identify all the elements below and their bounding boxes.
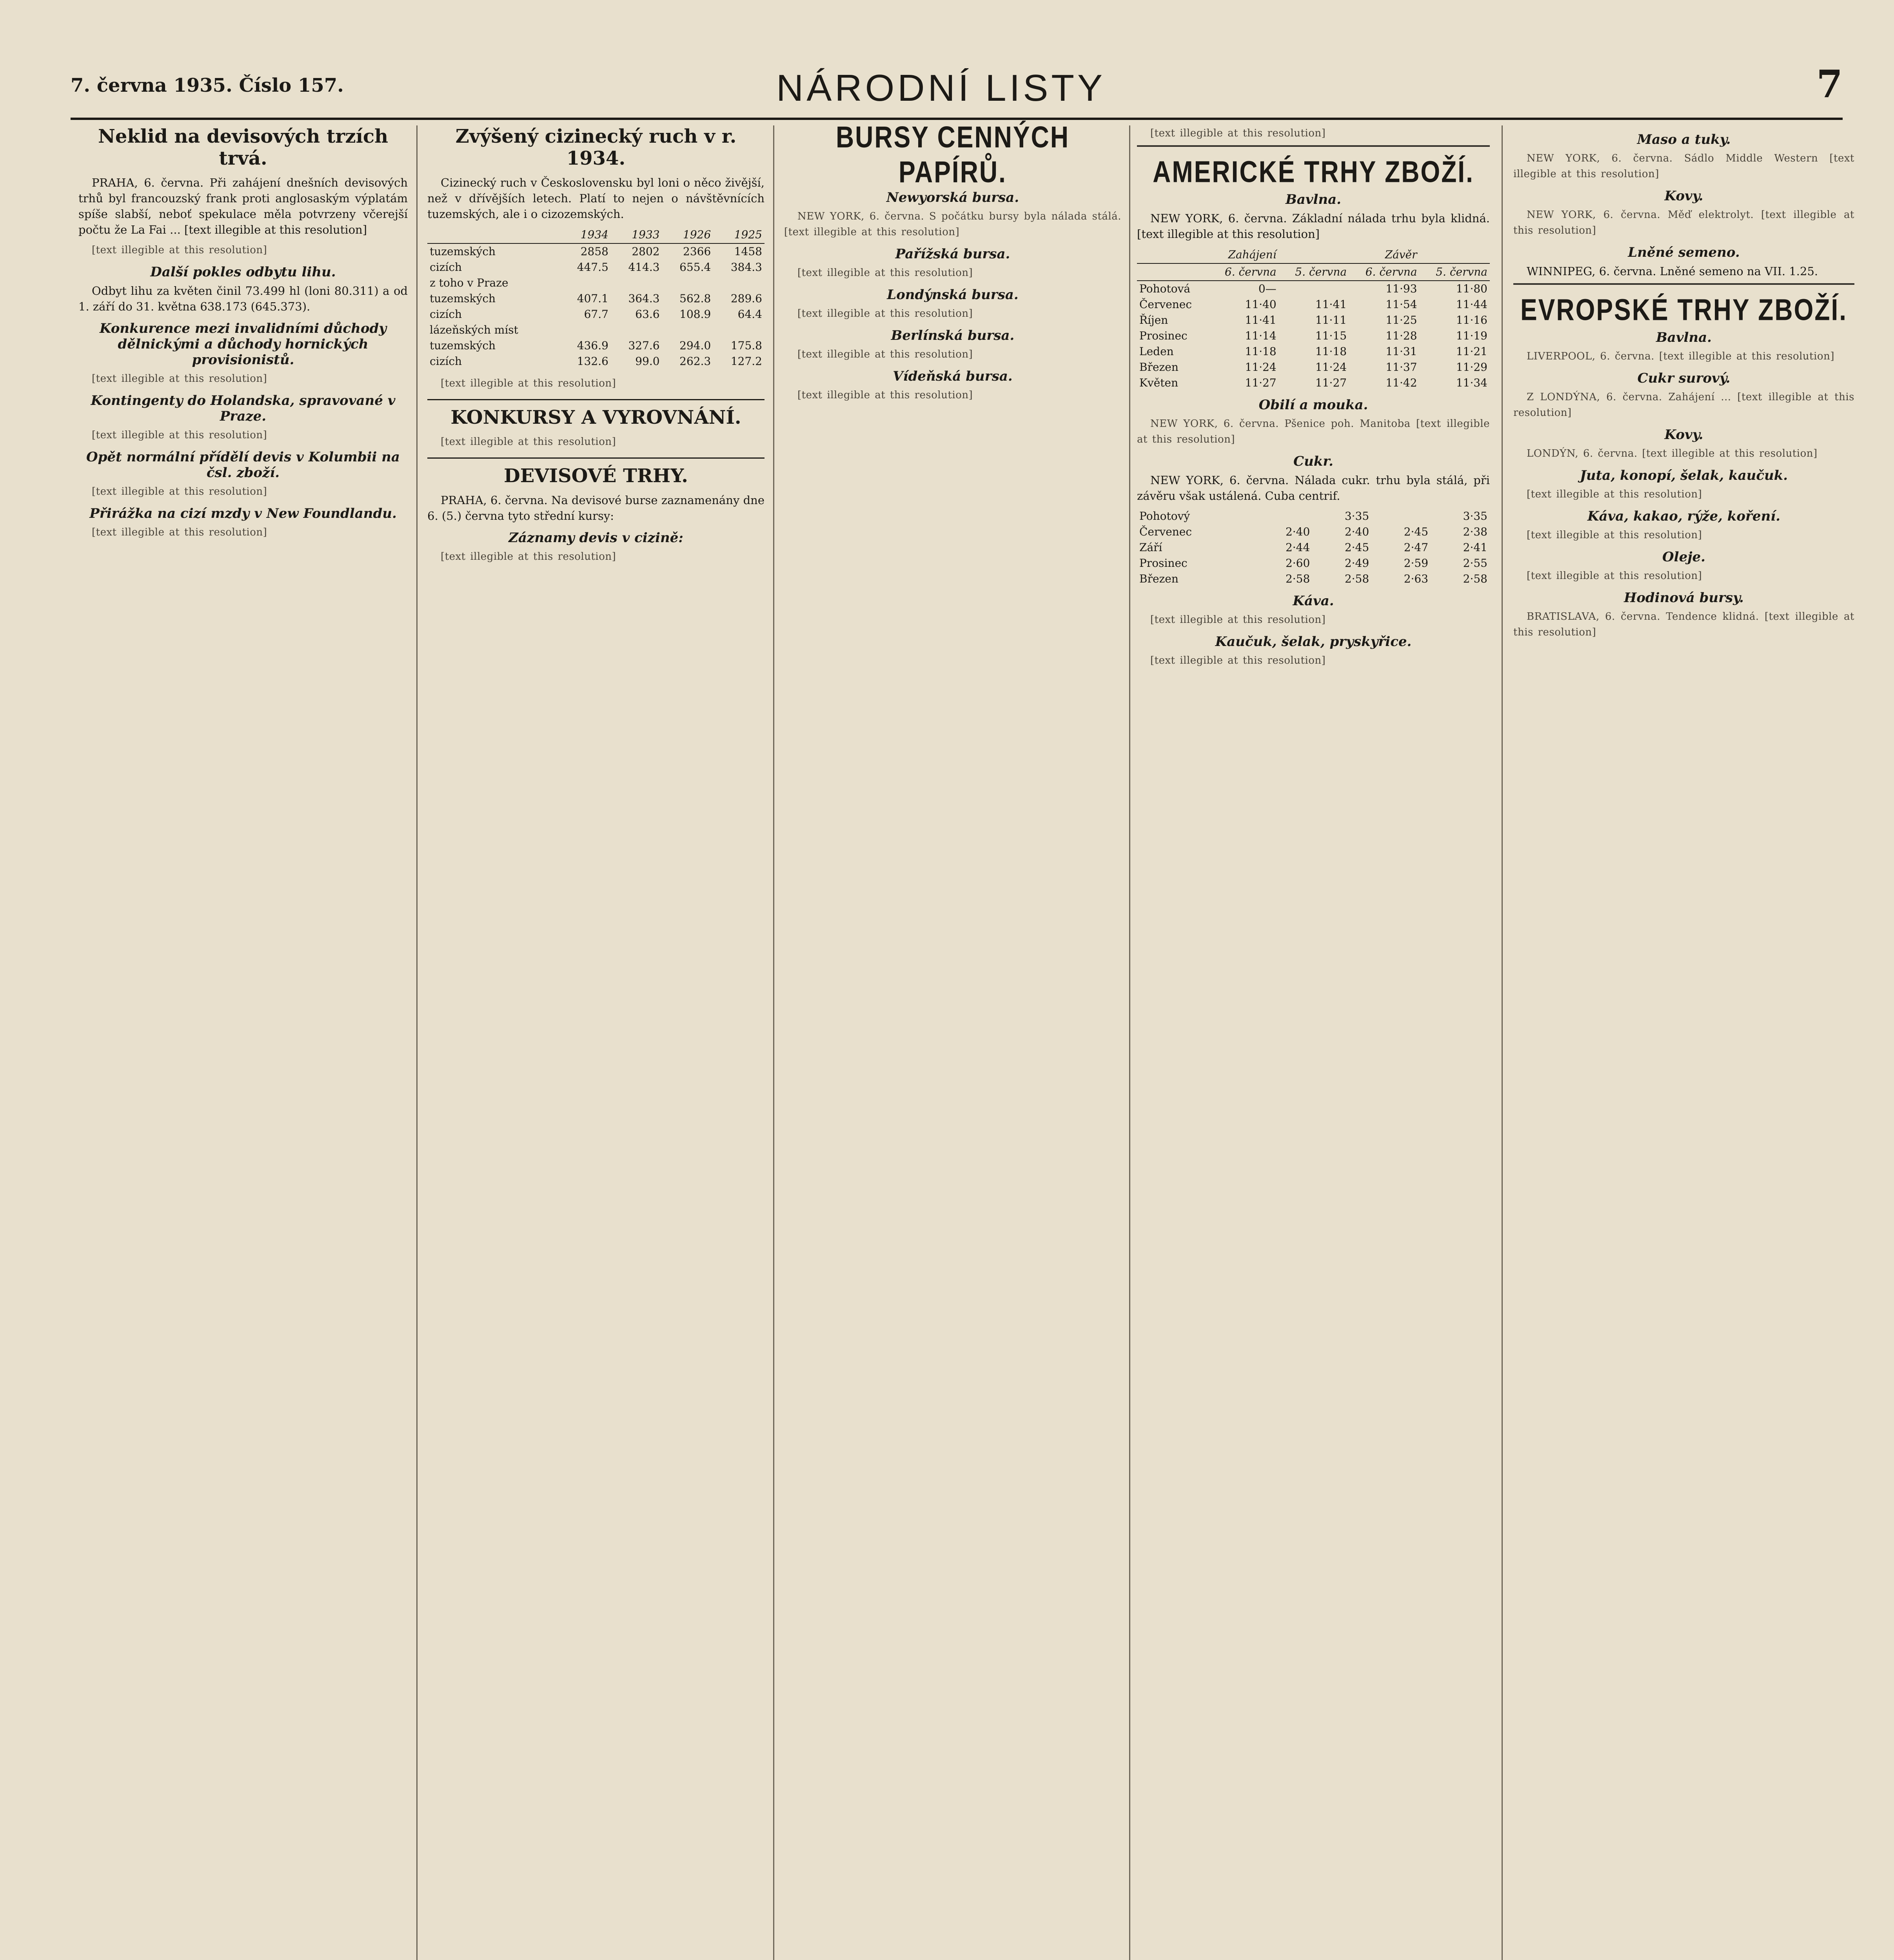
table-cell: 2·45 [1344, 541, 1369, 554]
table-row [1137, 571, 1490, 587]
table-cell: 2·58 [1463, 572, 1487, 585]
table-cell: 11·41 [1245, 314, 1277, 327]
table-cell: 11·93 [1386, 282, 1417, 295]
table-row [427, 322, 765, 338]
table-cell [713, 322, 765, 338]
section-heading: Cukr surový. [1637, 370, 1731, 386]
table-header-cell [1420, 247, 1490, 263]
table-cell: 294.0 [679, 339, 711, 352]
table-cell [662, 322, 714, 338]
table-cell: 11·29 [1456, 361, 1487, 374]
table-cell: tuzemských [430, 245, 496, 258]
table-cell: 3·35 [1344, 510, 1369, 523]
article-body: BRATISLAVA, 6. června. Tendence klidná. [text illegible at this resolution] [1513, 611, 1854, 638]
section-heading: Záznamy devis v cizině: [508, 530, 683, 546]
column-2 [427, 125, 765, 569]
table-cell: tuzemských [430, 292, 496, 305]
section-heading: Hodinová bursy. [1624, 590, 1744, 606]
table-cell: 407.1 [577, 292, 608, 305]
section-heading: Kovy. [1664, 188, 1703, 204]
table-header-cell [1137, 247, 1208, 263]
column-rule [416, 125, 418, 1960]
column-4 [1137, 125, 1490, 673]
table-cell: 447.5 [577, 261, 608, 274]
table-cell: Září [1139, 541, 1162, 554]
table-header-cell: 6. června [1208, 263, 1278, 281]
section-heading: Lněné semeno. [1628, 245, 1740, 260]
sugar-table [1137, 508, 1490, 587]
table-cell: 11·14 [1245, 329, 1277, 342]
table-cell: 2·60 [1285, 557, 1310, 570]
table-cell: 262.3 [679, 355, 711, 368]
section-heading: Další pokles odbytu lihu. [150, 264, 336, 280]
column-1 [78, 125, 408, 545]
section-heading: Bavlna. [1285, 192, 1342, 207]
table-row [1137, 328, 1490, 344]
table-cell: tuzemských [430, 339, 496, 352]
table-cell: 2·47 [1404, 541, 1429, 554]
table-cell: 2·58 [1344, 572, 1369, 585]
article-body: [text illegible at this resolution] [1150, 127, 1326, 139]
table-cell [611, 322, 662, 338]
article-body: [text illegible at this resolution] [1150, 614, 1326, 626]
table-cell: 384.3 [730, 261, 762, 274]
table-header-cell [1137, 263, 1208, 281]
table-row [427, 291, 765, 307]
table-cell: 2·45 [1404, 525, 1429, 538]
table-cell: 11·37 [1386, 361, 1417, 374]
table-cell: 11·24 [1245, 361, 1277, 374]
table-header-cell: 5. června [1279, 263, 1349, 281]
table-cell: Prosinec [1139, 329, 1188, 342]
table-cell: 64.4 [737, 308, 762, 321]
section-heading: Káva. [1293, 593, 1334, 609]
article-headline: DEVISOVÉ TRHY. [427, 457, 765, 487]
table-cell: 11·41 [1315, 298, 1347, 311]
section-heading: Kaučuk, šelak, pryskyřice. [1215, 634, 1412, 650]
table-cell: 11·42 [1386, 376, 1417, 389]
table-row [1137, 297, 1490, 312]
article-body: [text illegible at this resolution] [441, 436, 616, 448]
table-cell: 11·40 [1245, 298, 1277, 311]
table-cell: 132.6 [577, 355, 608, 368]
table-cell: 11·19 [1456, 329, 1487, 342]
table-cell: 2·44 [1285, 541, 1310, 554]
table-cell: 99.0 [635, 355, 660, 368]
table-cell: 175.8 [730, 339, 762, 352]
table-cell: 11·27 [1315, 376, 1347, 389]
article-body: [text illegible at this resolution] [1527, 488, 1702, 500]
table-cell: Květen [1139, 376, 1179, 389]
article-body: Z LONDÝNA, 6. června. Zahájení ... [text illegible at this resolution] [1513, 391, 1854, 419]
section-heading: Konkurence mezi invalidními důchody dělnickými a důchody hornických provisionistů. [99, 321, 387, 368]
table-cell: 67.7 [584, 308, 608, 321]
table-cell: 11·54 [1386, 298, 1417, 311]
article-headline: BURSY CENNÝCH PAPÍRŮ. [835, 120, 1070, 189]
article-headline: Neklid na devisových trzích trvá. [98, 125, 389, 169]
table-cell: 2·55 [1463, 557, 1487, 570]
table-cell [1279, 281, 1349, 297]
article-body: [text illegible at this resolution] [92, 486, 267, 497]
article-headline: AMERICKÉ TRHY ZBOŽÍ. [1137, 145, 1490, 189]
table-header-cell [1279, 247, 1349, 263]
table-row [427, 275, 765, 291]
section-heading: Obilí a mouka. [1258, 397, 1368, 413]
table-cell: 11·25 [1386, 314, 1417, 327]
table-cell: 2·38 [1463, 525, 1487, 538]
table-cell: 2·40 [1285, 525, 1310, 538]
table-cell: Červenec [1139, 525, 1192, 538]
table-header-cell: 1925 [713, 227, 765, 243]
table-cell [1371, 508, 1431, 524]
section-heading: Cukr. [1293, 454, 1333, 469]
table-cell: lázeňských míst [430, 323, 518, 336]
section-heading: Přirážka na cizí mzdy v New Foundlandu. [89, 506, 397, 521]
table-cell: 289.6 [730, 292, 762, 305]
table-cell: 108.9 [679, 308, 711, 321]
table-cell: Prosinec [1139, 557, 1188, 570]
table-cell: 11·27 [1245, 376, 1277, 389]
table-row [1137, 312, 1490, 328]
section-heading: Oleje. [1662, 549, 1705, 565]
table-cell: 1458 [734, 245, 762, 258]
table-cell: 436.9 [577, 339, 608, 352]
article-body: [text illegible at this resolution] [92, 373, 267, 385]
article-body: Cizinecký ruch v Československu byl loni o něco živější, než v dřívějších letech. Platí to nejen o návštěvnících tuzemských, ale i o cizozemských. [427, 176, 765, 221]
article-body: NEW YORK, 6. června. Základní nálada trhu byla klidná. [text illegible at this resolution] [1137, 212, 1490, 241]
section-heading: Kovy. [1664, 427, 1703, 443]
table-cell: 2·49 [1344, 557, 1369, 570]
column-rule [1129, 125, 1130, 1960]
table-cell: Červenec [1139, 298, 1192, 311]
table-cell [713, 275, 765, 291]
table-header-cell: 5. června [1420, 263, 1490, 281]
table-row [427, 354, 765, 369]
table-header-cell: 1934 [559, 227, 611, 243]
table-cell: Březen [1139, 572, 1179, 585]
table-cell: 2·41 [1463, 541, 1487, 554]
table-row [427, 307, 765, 322]
section-heading: Opět normální přídělí devis v Kolumbii na čsl. zboží. [86, 449, 400, 481]
table-cell: 2858 [580, 245, 608, 258]
table-cell: cizích [430, 308, 462, 321]
article-body: WINNIPEG, 6. června. Lněné semeno na VII. 1.25. [1527, 265, 1818, 278]
section-heading: Berlínská bursa. [891, 328, 1015, 343]
table-cell: 2366 [683, 245, 711, 258]
tourism-table [427, 227, 765, 369]
article-body: NEW YORK, 6. června. Nálada cukr. trhu byla stálá, při závěru však ustálená. Cuba centrif. [1137, 474, 1490, 503]
article-body: PRAHA, 6. června. Při zahájení dnešních devisových trhů byl francouzský frank proti anglosaským výplatám spíše slabší, neboť spekulace měla potvrzeny včerejší počtu že La Fai ... [text illegible at this resolution] [78, 176, 408, 236]
table-row [1137, 281, 1490, 297]
section-heading: Londýnská bursa. [887, 287, 1019, 303]
article-body: [text illegible at this resolution] [1150, 655, 1326, 666]
article-body: [text illegible at this resolution] [92, 429, 267, 441]
table-cell: 11·34 [1456, 376, 1487, 389]
article-body: [text illegible at this resolution] [441, 551, 616, 563]
table-header-cell: 6. června [1349, 263, 1419, 281]
article-headline: KONKURSY A VYROVNÁNÍ. [427, 399, 765, 428]
table-cell: 11·15 [1315, 329, 1347, 342]
section-heading: Maso a tuky. [1637, 132, 1731, 147]
article-body: LIVERPOOL, 6. června. [text illegible at this resolution] [1527, 350, 1834, 362]
section-heading: Pařížská bursa. [895, 246, 1010, 262]
article-headline: Zvýšený cizinecký ruch v r. 1934. [455, 125, 737, 169]
table-cell: Leden [1139, 345, 1174, 358]
column-3 [784, 120, 1121, 408]
article-body: [text illegible at this resolution] [1527, 529, 1702, 541]
article-body: [text illegible at this resolution] [92, 244, 267, 256]
article-body: [text illegible at this resolution] [797, 348, 973, 360]
table-cell [559, 275, 611, 291]
table-header-cell: Zahájení [1208, 247, 1278, 263]
table-cell: 364.3 [628, 292, 660, 305]
section-heading: Bavlna. [1656, 330, 1712, 345]
table-cell [1253, 508, 1312, 524]
table-row [427, 260, 765, 275]
table-cell: cizích [430, 355, 462, 368]
table-cell: 11·18 [1315, 345, 1347, 358]
column-5 [1513, 125, 1854, 645]
table-cell: 11·16 [1456, 314, 1487, 327]
table-cell: 2·63 [1404, 572, 1429, 585]
table-cell: Pohotový [1139, 510, 1190, 523]
table-header-cell: 1926 [662, 227, 714, 243]
table-cell: 2·40 [1344, 525, 1369, 538]
table-cell: 11·44 [1456, 298, 1487, 311]
article-body: [text illegible at this resolution] [441, 377, 616, 389]
table-cell: 2·58 [1285, 572, 1310, 585]
section-heading: Káva, kakao, rýže, koření. [1587, 508, 1781, 524]
table-header-cell: 1933 [611, 227, 662, 243]
table-row [1137, 375, 1490, 391]
table-cell: 327.6 [628, 339, 660, 352]
table-cell: 11·11 [1315, 314, 1347, 327]
table-cell: z toho v Praze [430, 276, 508, 289]
table-cell: 2802 [632, 245, 660, 258]
table-row [1137, 524, 1490, 540]
table-row [427, 243, 765, 260]
table-row [1137, 344, 1490, 359]
section-heading: Kontingenty do Holandska, spravované v Praze. [91, 393, 396, 424]
article-body: [text illegible at this resolution] [1527, 570, 1702, 582]
column-rule [1502, 125, 1503, 1960]
issue-date: 7. června 1935. Číslo 157. [71, 74, 344, 96]
table-cell: Březen [1139, 361, 1179, 374]
table-header-cell: Závěr [1349, 247, 1419, 263]
article-headline: EVROPSKÉ TRHY ZBOŽÍ. [1513, 283, 1854, 327]
table-cell: Pohotová [1139, 282, 1191, 295]
table-cell: Říjen [1139, 314, 1168, 327]
article-body: [text illegible at this resolution] [797, 308, 973, 319]
page-number: 7 [1816, 62, 1843, 106]
table-cell: 414.3 [628, 261, 660, 274]
table-cell: 63.6 [635, 308, 660, 321]
table-cell: 655.4 [679, 261, 711, 274]
table-cell: 11·80 [1456, 282, 1487, 295]
table-cell: 0— [1258, 282, 1277, 295]
section-heading: Newyorská bursa. [886, 190, 1019, 205]
table-cell [559, 322, 611, 338]
column-rule [773, 125, 774, 1960]
table-cell: 11·31 [1386, 345, 1417, 358]
table-cell: 2·59 [1404, 557, 1429, 570]
page-header [71, 59, 1843, 120]
article-body: PRAHA, 6. června. Na devisové burse zaznamenány dne 6. (5.) června tyto střední kursy: [427, 494, 765, 523]
table-row [1137, 359, 1490, 375]
table-row [1137, 540, 1490, 555]
article-body: NEW YORK, 6. června. Pšenice poh. Manitoba [text illegible at this resolution] [1137, 418, 1490, 445]
table-cell [611, 275, 662, 291]
table-cell: 11·18 [1245, 345, 1277, 358]
article-body: LONDÝN, 6. června. [text illegible at this resolution] [1527, 448, 1818, 459]
table-cell: 127.2 [730, 355, 762, 368]
table-row [427, 338, 765, 354]
table-cell: 11·28 [1386, 329, 1417, 342]
table-cell: 11·21 [1456, 345, 1487, 358]
masthead-title: NÁRODNÍ LISTY [776, 67, 1106, 109]
article-body: [text illegible at this resolution] [92, 526, 267, 538]
article-body: Odbyt lihu za květen činil 73.499 hl (loni 80.311) a od 1. září do 31. května 638.173 (645.373). [78, 284, 408, 313]
article-body: NEW YORK, 6. června. S počátku bursy byla nálada stálá. [text illegible at this resolution] [784, 211, 1121, 238]
table-cell: cizích [430, 261, 462, 274]
table-row [1137, 555, 1490, 571]
cotton-table [1137, 247, 1490, 391]
article-body: [text illegible at this resolution] [797, 389, 973, 401]
table-cell: 11·24 [1315, 361, 1347, 374]
article-body: NEW YORK, 6. června. Sádlo Middle Western [text illegible at this resolution] [1513, 152, 1854, 180]
table-cell: 562.8 [679, 292, 711, 305]
table-cell [662, 275, 714, 291]
article-body: NEW YORK, 6. června. Měď elektrolyt. [text illegible at this resolution] [1513, 209, 1854, 236]
section-heading: Juta, konopí, šelak, kaučuk. [1580, 468, 1788, 483]
table-row [1137, 508, 1490, 524]
section-heading: Vídeňská bursa. [893, 368, 1013, 384]
table-header-cell [427, 227, 559, 243]
table-cell: 3·35 [1463, 510, 1487, 523]
article-body: [text illegible at this resolution] [797, 267, 973, 279]
